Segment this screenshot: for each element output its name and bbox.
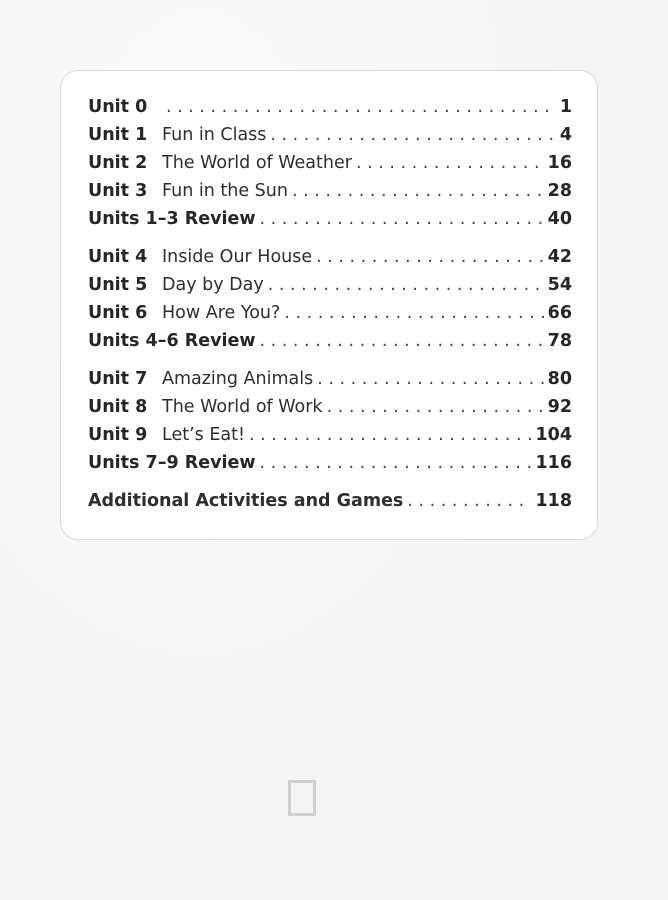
toc-unit-title: Fun in Class <box>162 125 267 145</box>
toc-page-number: 116 <box>535 453 572 473</box>
show-through-logo <box>288 772 418 820</box>
toc-leader-dots <box>260 449 532 477</box>
toc-unit-label: Unit 8 <box>88 397 148 417</box>
toc-unit-title: How Are You? <box>162 303 281 323</box>
toc-review-label: Units 1–3 Review <box>88 209 256 229</box>
toc-leader-dots <box>327 393 544 421</box>
toc-leader-dots <box>356 149 544 177</box>
toc-entry-additional-activities[interactable] <box>88 487 572 515</box>
toc-unit-title: Day by Day <box>162 275 264 295</box>
toc-entry-unit-7[interactable] <box>88 365 572 393</box>
toc-leader-dots <box>270 121 555 149</box>
toc-unit-title: Amazing Animals <box>162 369 314 389</box>
toc-leader-dots <box>317 365 543 393</box>
toc-entry-review-7-9[interactable] <box>88 449 572 477</box>
toc-unit-label: Unit 3 <box>88 181 148 201</box>
table-of-contents-panel <box>60 70 598 540</box>
toc-entry-unit-9[interactable] <box>88 421 572 449</box>
toc-unit-label: Unit 0 <box>88 97 148 117</box>
toc-entry-unit-0[interactable] <box>88 93 572 121</box>
toc-entry-unit-8[interactable] <box>88 393 572 421</box>
toc-page-number: 42 <box>547 247 572 267</box>
show-through-logo-mark <box>288 780 316 816</box>
toc-leader-dots <box>166 93 556 121</box>
toc-page-number: 54 <box>547 275 572 295</box>
toc-unit-label: Unit 4 <box>88 247 148 267</box>
toc-page-number: 118 <box>535 491 572 511</box>
toc-unit-title: Let’s Eat! <box>162 425 245 445</box>
toc-unit-label: Unit 7 <box>88 369 148 389</box>
toc-review-label: Units 7–9 Review <box>88 453 256 473</box>
toc-unit-title: The World of Weather <box>162 153 352 173</box>
toc-page-number: 40 <box>547 209 572 229</box>
toc-leader-dots <box>407 487 531 515</box>
toc-page-number: 16 <box>547 153 572 173</box>
toc-review-label: Units 4–6 Review <box>88 331 256 351</box>
toc-entry-review-4-6[interactable] <box>88 327 572 355</box>
toc-leader-dots <box>316 243 544 271</box>
toc-page-number: 104 <box>535 425 572 445</box>
toc-unit-title: Inside Our House <box>162 247 313 267</box>
toc-entry-unit-2[interactable] <box>88 149 572 177</box>
toc-unit-label: Unit 5 <box>88 275 148 295</box>
toc-leader-dots <box>284 299 543 327</box>
toc-leader-dots <box>292 177 544 205</box>
toc-page-number: 78 <box>547 331 572 351</box>
toc-page-number: 92 <box>547 397 572 417</box>
toc-unit-label: Unit 6 <box>88 303 148 323</box>
toc-entry-unit-1[interactable] <box>88 121 572 149</box>
toc-page-number: 4 <box>559 125 572 145</box>
toc-leader-dots <box>268 271 544 299</box>
toc-entry-unit-5[interactable] <box>88 271 572 299</box>
toc-leader-dots <box>260 205 544 233</box>
toc-leader-dots <box>249 421 531 449</box>
table-of-contents <box>88 93 572 515</box>
toc-leader-dots <box>260 327 544 355</box>
toc-entry-unit-3[interactable] <box>88 177 572 205</box>
toc-page-number: 28 <box>547 181 572 201</box>
toc-page-number: 80 <box>547 369 572 389</box>
toc-page-number: 66 <box>547 303 572 323</box>
toc-entry-review-1-3[interactable] <box>88 205 572 233</box>
toc-page-number: 1 <box>559 97 572 117</box>
toc-entry-unit-4[interactable] <box>88 243 572 271</box>
toc-unit-title: The World of Work <box>162 397 323 417</box>
toc-additional-title: Additional Activities and Games <box>88 491 404 511</box>
toc-unit-label: Unit 2 <box>88 153 148 173</box>
toc-unit-label: Unit 1 <box>88 125 148 145</box>
toc-unit-title: Fun in the Sun <box>162 181 288 201</box>
toc-unit-label: Unit 9 <box>88 425 148 445</box>
toc-entry-unit-6[interactable] <box>88 299 572 327</box>
